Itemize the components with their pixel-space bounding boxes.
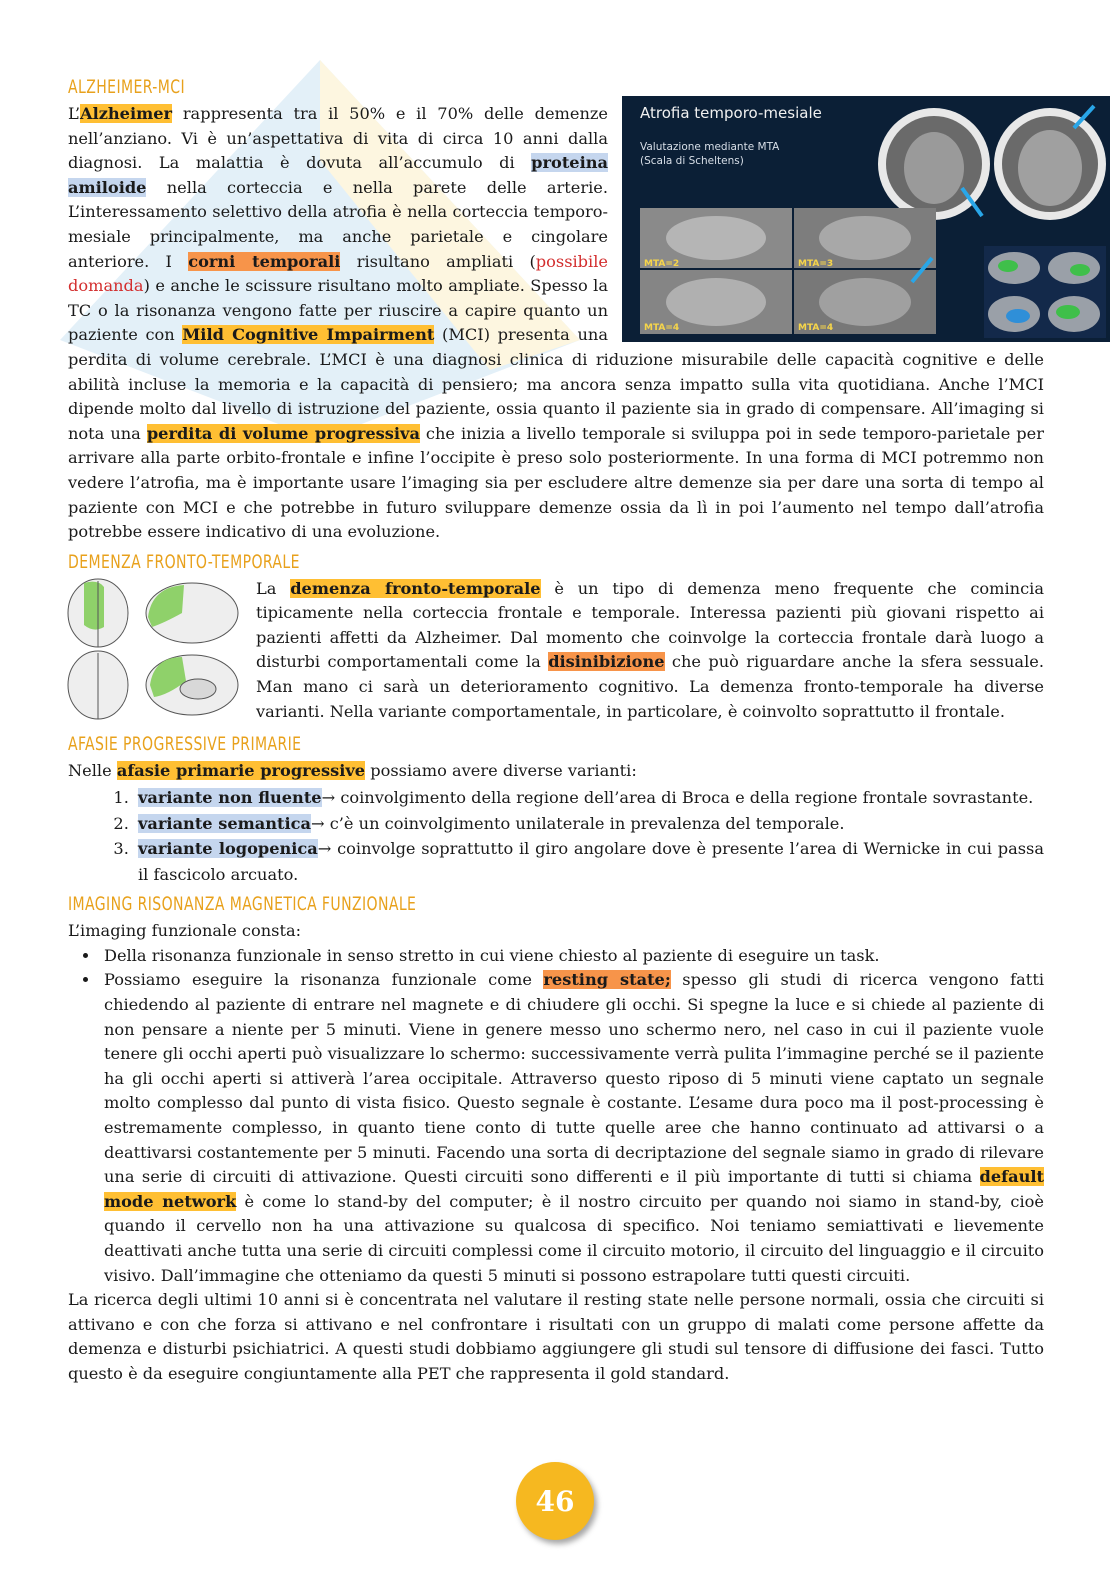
list-item: 1. variante non fluente→ coinvolgimento della regione dell’area di Broca e della regione frontale sovrastante. bbox=[134, 785, 1044, 811]
afasie-variants-list bbox=[68, 785, 1044, 887]
mri-scans-image bbox=[622, 96, 1110, 342]
svg-text:MTA=2: MTA=2 bbox=[644, 259, 680, 269]
highlight-afasie: afasie primarie progressive bbox=[116, 760, 366, 780]
svg-text:MTA=4: MTA=4 bbox=[644, 323, 680, 333]
afasie-intro: Nelle afasie primarie progressive possiamo avere diverse varianti: bbox=[68, 760, 637, 780]
highlight-resting-state: resting state; bbox=[543, 970, 671, 990]
highlight-corni-temporali: corni temporali bbox=[188, 251, 341, 271]
highlight-demenza-ft: demenza fronto-temporale bbox=[290, 578, 541, 598]
highlight-default-mode-network: default mode network bbox=[104, 1167, 1044, 1211]
list-item: • Possiamo eseguire la risonanza funzionale come resting state; spesso gli studi di ricerca vengono fatti chiedendo al paziente di entrare nel magnete e di chiudere gli occhi. Si spegne la luce e si chiede al paziente di non pensare a niente per 5 minuti. Viene in genere messo uno schermo nero, nel caso in cui il paziente vuole tenere gli occhi aperti può visualizzare lo schermo: successivamente verrà pulita l’immagine perché se il paziente ha gli occhi aperti si attiverà l’area occipitale. Attraverso questo riposo di 5 minuti viene captato un segnale molto complesso dal punto di vista fisico. Questo segnale è costante. L’esame dura poco ma il post-processing è estremamente complesso, in quanto tiene conto di tutte quelle aree che hanno continuato ad attivarsi o a deattivarsi costantemente per 5 minuti. Facendo una sorta di decriptazione del segnale siamo in grado di rilevare una serie di circuiti di attivazione. Questi circuiti sono differenti e il più importante di tutti si chiama default mode network è come lo stand-by del computer; è il nostro circuito per quando noi siamo in stand-by, cioè quando il cervello non ha una attivazione su qualcosa di specifico. Noi teniamo semiattivati e lievemente deattivati anche tutta una serie di circuiti complessi come il circuito motorio, il circuito del linguaggio e il circuito visivo. Dall’immagine che otteniamo da questi 5 minuti si possono estrapolare tutti questi circuiti. bbox=[100, 968, 1044, 1288]
highlight-perdita-volume: perdita di volume progressiva bbox=[146, 423, 420, 443]
list-item: 3. variante logopenica→ coinvolge soprattutto il giro angolare dove è presente l’area di Wernicke in cui passa il fascicolo arcuato. bbox=[134, 836, 1044, 887]
page-number: 46 bbox=[516, 1462, 594, 1540]
highlight-mci: Mild Cognitive Impairment bbox=[182, 325, 435, 345]
ftd-paragraph: La demenza fronto-temporale è un tipo di demenza meno frequente che comincia tipicamente nella corteccia frontale e temporale. Interessa pazienti più giovani rispetto ai pazienti affetti da Alzheimer. Dal momento che coinvolge la corteccia frontale darà luogo a disturbi comportamentali come la disinibizione che può riguardare anche la sfera sessuale. Man mano ci sarà un deterioramento cognitivo. La demenza fronto-temporale ha diverse varianti. Nella variante comportamentale, in particolare, è coinvolto soprattutto il frontale. bbox=[256, 578, 1044, 721]
svg-text:MTA=3: MTA=3 bbox=[798, 259, 834, 269]
figure-title: Atrofia temporo-mesiale bbox=[640, 104, 822, 122]
fmri-closing: La ricerca degli ultimi 10 anni si è concentrata nel valutare il resting state nelle persone normali, ossia che circuiti si attivano e con che forza si attivano e nel confrontare i risultati con un gruppo di malati come persone affette da demenza e disturbi psichiatrici. A questi studi dobbiamo aggiungere gli studi sul tensore di diffusione dei fasci. Tutto questo è da eseguire congiuntamente alla PET che rappresenta il gold standard. bbox=[68, 1290, 1044, 1383]
heading-fmri: IMAGING RISONANZA MAGNETICA FUNZIONALE bbox=[68, 893, 417, 916]
figure-subtitle: Valutazione mediante MTA (Scala di Scheltens) bbox=[640, 141, 780, 167]
note-possibile-domanda: possibile domanda bbox=[68, 251, 608, 296]
list-item: • Della risonanza funzionale in senso stretto in cui viene chiesto al paziente di eseguire un task. bbox=[100, 944, 1044, 969]
highlight-proteina-amiloide: proteina amiloide bbox=[68, 153, 608, 197]
fmri-bullet-list bbox=[68, 944, 1044, 1288]
heading-alzheimer: ALZHEIMER-MCI bbox=[68, 76, 185, 98]
list-item: 2. variante semantica→ c’è un coinvolgimento unilaterale in prevalenza del temporale. bbox=[134, 811, 1044, 837]
heading-afasie: AFASIE PROGRESSIVE PRIMARIE bbox=[68, 732, 302, 755]
highlight-disinibizione: disinibizione bbox=[548, 652, 665, 672]
page-content bbox=[68, 70, 1044, 1387]
svg-text:MTA=4: MTA=4 bbox=[798, 323, 834, 333]
alzheimer-paragraph: L’Alzheimer rappresenta tra il 50% e il 70% delle demenze nell’anziano. Vi è un’aspettativa di vita di circa 10 anni dalla diagnosi. La malattia è dovuta all’accumulo di proteina amiloide nella corteccia e nella parete delle arterie. L’interessamento selettivo della atrofia è nella corteccia temporo-mesiale principalmente, ma anche parietale e cingolare anteriore. I corni temporali risultano ampliati (possibile domanda) e anche le scissure risultano molto ampliate. Spesso la TC o la risonanza vengono fatte per riuscire a capire quanto un paziente con Mild Cognitive Impairment (MCI) presenta una perdita di volume cerebrale. L’MCI è una diagnosi clinica di riduzione misurabile delle capacità cognitive e delle abilità incluse la memoria e la capacità di pensiero; ma ancora senza impatto sulla vita quotidiana. Anche l’MCI dipende molto dal livello di istruzione del paziente, ossia quanto il paziente sia in grado di compensare. All’imaging si nota una perdita di volume progressiva che inizia a livello temporale si sviluppa poi in sede temporo-parietale per arrivare alla parte orbito-frontale e infine l’occipite è preso solo posteriormente. In una forma di MCI potremmo non vedere l’atrofia, ma è importante usare l’imaging sia per escludere altre demenze sia per dare una sorta di tempo al paziente con MCI e che potrebbe in futuro sviluppare demenze ossia da lì in poi l’aumento nel tempo dall’atrofia potrebbe essere indicativo di una evoluzione. bbox=[68, 104, 1044, 542]
mta-figure bbox=[622, 96, 1110, 342]
fmri-intro: L’imaging funzionale consta: bbox=[68, 921, 302, 941]
brain-illustration bbox=[64, 577, 242, 723]
highlight-alzheimer: Alzheimer bbox=[80, 104, 173, 123]
heading-ftd: DEMENZA FRONTO-TEMPORALE bbox=[68, 550, 300, 573]
